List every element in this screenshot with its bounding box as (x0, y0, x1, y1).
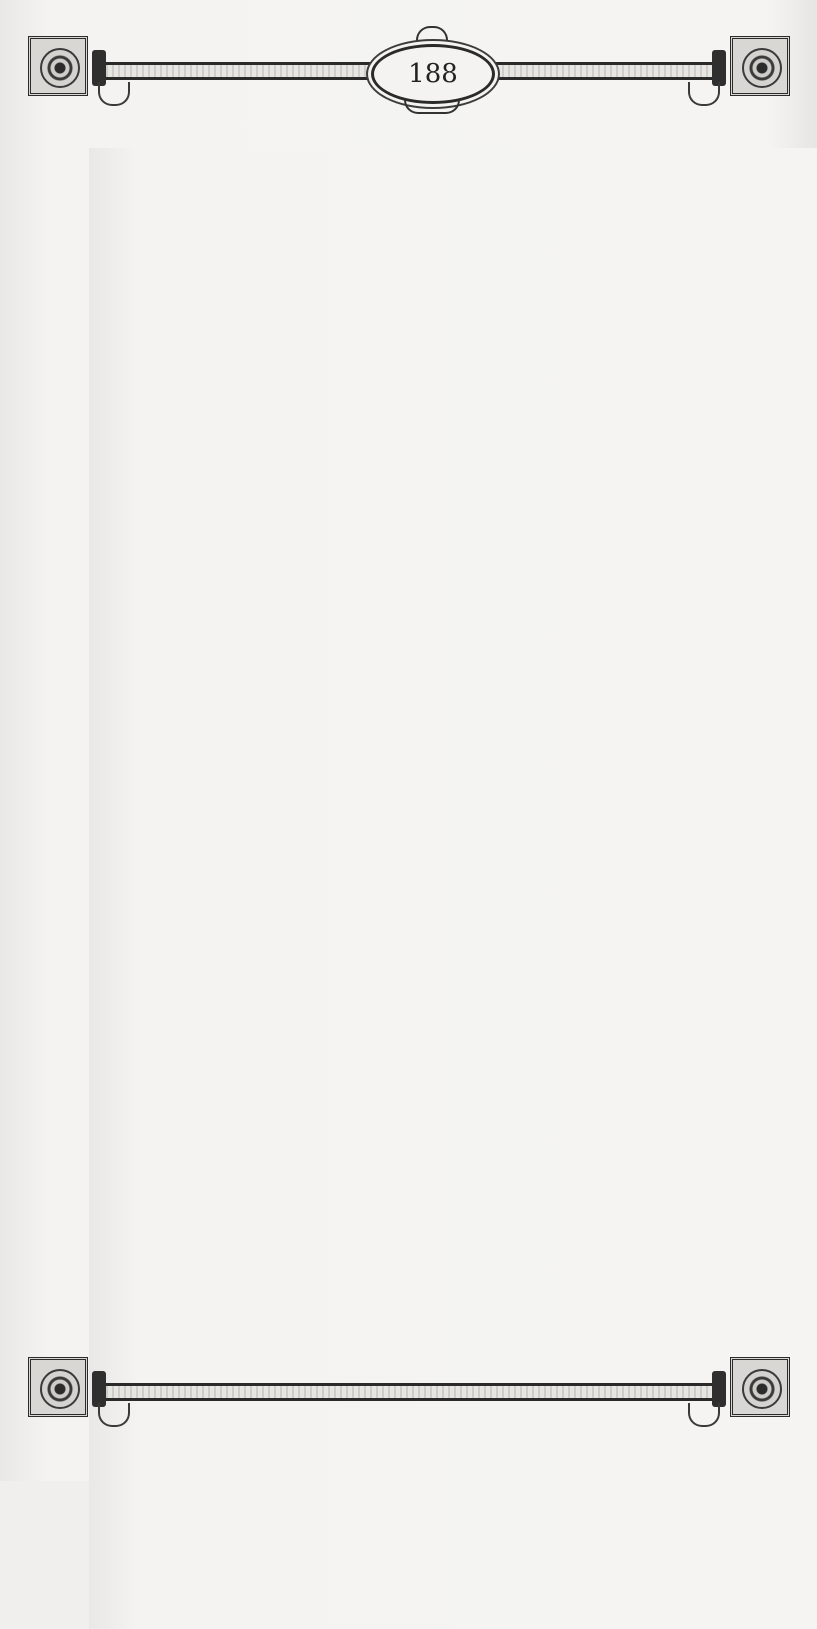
rail-cap (92, 1371, 106, 1407)
table-of-contents (89, 148, 765, 1302)
ornamental-rail (106, 1383, 712, 1401)
scroll-flourish (98, 1403, 130, 1427)
scroll-flourish (98, 82, 130, 106)
rail-cap (712, 1371, 726, 1407)
scroll-flourish (688, 1403, 720, 1427)
footer-ornament (28, 1357, 790, 1429)
page-number: 188 (408, 59, 458, 89)
page-number-cartouche (371, 44, 495, 104)
rosette-ornament (28, 36, 88, 96)
swirl-flourish (404, 100, 460, 114)
rail-cap (92, 50, 106, 86)
rosette-ornament (28, 1357, 88, 1417)
toc-entry[interactable] (89, 1271, 765, 1303)
crest-flourish (416, 26, 448, 42)
rail-cap (712, 50, 726, 86)
rosette-ornament (730, 1357, 790, 1417)
rosette-ornament (730, 36, 790, 96)
header-ornament (28, 36, 790, 108)
scroll-flourish (688, 82, 720, 106)
chapter5-entries (89, 704, 765, 1303)
